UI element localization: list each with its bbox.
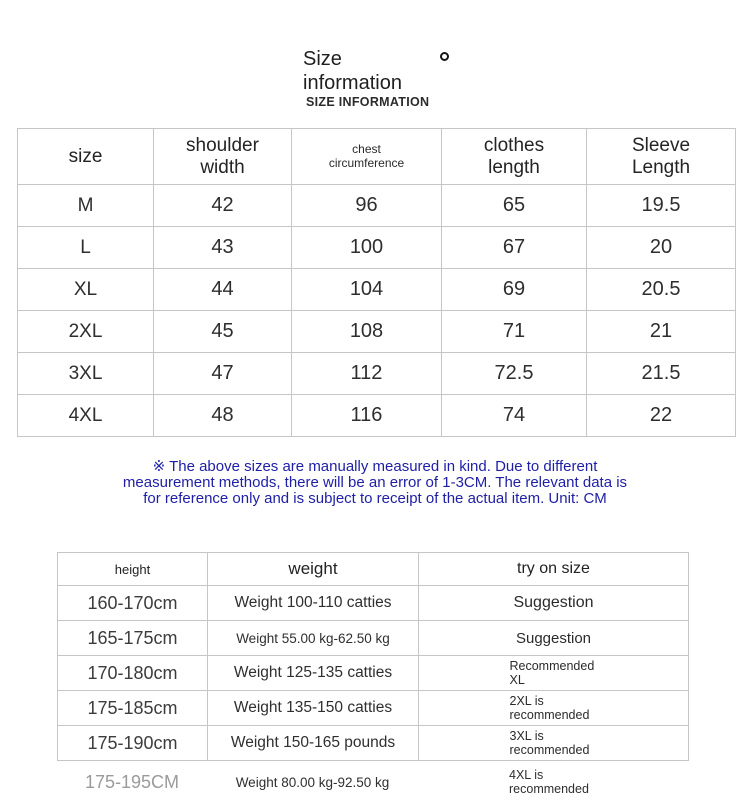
height-cell: 165-175cm	[58, 621, 208, 656]
size-row-m	[18, 185, 736, 227]
column-header-size: size	[18, 129, 154, 185]
page-title: Size information	[303, 48, 402, 94]
column-header-try-on-size: try on size	[419, 553, 689, 586]
size-row-3xl	[18, 353, 736, 395]
size-row-4xl	[18, 395, 736, 437]
measurement-note	[0, 459, 750, 507]
fit-row	[58, 726, 689, 761]
fit-row	[58, 586, 689, 621]
page-subtitle: SIZE INFORMATION	[306, 95, 430, 109]
weight-cell: Weight 135-150 catties	[208, 691, 419, 726]
size-row-l	[18, 227, 736, 269]
size-label-cell: XL	[18, 269, 154, 311]
fit-table-header-row	[58, 553, 689, 586]
size-table-header-row	[18, 129, 736, 185]
weight-cell: Weight 125-135 catties	[208, 656, 419, 691]
measurement-note-line: ※ The above sizes are manually measured in kind. Due to different	[152, 458, 598, 475]
fit-row	[58, 691, 689, 726]
size-table	[17, 128, 736, 437]
column-header-sleeve-length: Sleeve Length	[587, 129, 736, 185]
try-on-size-cell	[419, 726, 689, 761]
fit-table-cutoff-row	[57, 763, 688, 801]
try-on-size-text: 4XL is recommended	[509, 767, 589, 796]
table-cell: 48	[154, 395, 292, 437]
table-cell: 21	[587, 311, 736, 353]
fit-row	[58, 621, 689, 656]
fit-row	[58, 656, 689, 691]
height-cell: 175-185cm	[58, 691, 208, 726]
size-row-xl	[18, 269, 736, 311]
table-cell: 100	[292, 227, 442, 269]
table-cell: 71	[442, 311, 587, 353]
weight-cell: Weight 55.00 kg-62.50 kg	[208, 621, 419, 656]
table-cell: 67	[442, 227, 587, 269]
height-cell: 160-170cm	[58, 586, 208, 621]
try-on-size-cell	[418, 768, 688, 797]
table-cell: 108	[292, 311, 442, 353]
size-label-cell: 2XL	[18, 311, 154, 353]
try-on-size-text: Recommended XL	[509, 658, 595, 687]
size-label-cell: L	[18, 227, 154, 269]
table-cell: 116	[292, 395, 442, 437]
table-cell: 42	[154, 185, 292, 227]
table-cell: 69	[442, 269, 587, 311]
height-cell: 175-190cm	[58, 726, 208, 761]
size-label-cell: 3XL	[18, 353, 154, 395]
table-cell: 43	[154, 227, 292, 269]
try-on-size-cell	[419, 656, 689, 691]
column-header-shoulder-width: shoulder width	[154, 129, 292, 185]
table-cell: 21.5	[587, 353, 736, 395]
column-header-clothes-length: clothes length	[442, 129, 587, 185]
table-cell: 45	[154, 311, 292, 353]
table-cell: 20.5	[587, 269, 736, 311]
table-cell: 47	[154, 353, 292, 395]
try-on-size-cell	[419, 691, 689, 726]
height-cell: 170-180cm	[58, 656, 208, 691]
try-on-size-text: 2XL is recommended	[509, 693, 590, 722]
size-row-2xl	[18, 311, 736, 353]
table-cell: 22	[587, 395, 736, 437]
weight-cell: Weight 100-110 catties	[208, 586, 419, 621]
degree-circle-icon	[440, 52, 449, 61]
column-header-chest-circumference: chest circumference	[292, 129, 442, 185]
weight-cell: Weight 80.00 kg-92.50 kg	[235, 774, 390, 790]
measurement-note-line: for reference only and is subject to receipt of the actual item. Unit: CM	[143, 490, 607, 507]
table-cell: 44	[154, 269, 292, 311]
table-cell: 74	[442, 395, 587, 437]
height-cell: 175-195CM	[84, 771, 180, 792]
table-cell: 20	[587, 227, 736, 269]
fit-table	[57, 552, 689, 761]
table-cell: 65	[442, 185, 587, 227]
table-cell: 96	[292, 185, 442, 227]
try-on-size-cell: Suggestion	[419, 621, 689, 656]
try-on-size-cell: Suggestion	[419, 586, 689, 621]
column-header-weight: weight	[208, 553, 419, 586]
weight-cell: Weight 150-165 pounds	[208, 726, 419, 761]
size-label-cell: M	[18, 185, 154, 227]
table-cell: 112	[292, 353, 442, 395]
table-cell: 72.5	[442, 353, 587, 395]
column-header-height: height	[58, 553, 208, 586]
size-label-cell: 4XL	[18, 395, 154, 437]
try-on-size-text: 3XL is recommended	[509, 728, 590, 757]
table-cell: 19.5	[587, 185, 736, 227]
measurement-note-line: measurement methods, there will be an error of 1-3CM. The relevant data is	[122, 474, 628, 491]
table-cell: 104	[292, 269, 442, 311]
